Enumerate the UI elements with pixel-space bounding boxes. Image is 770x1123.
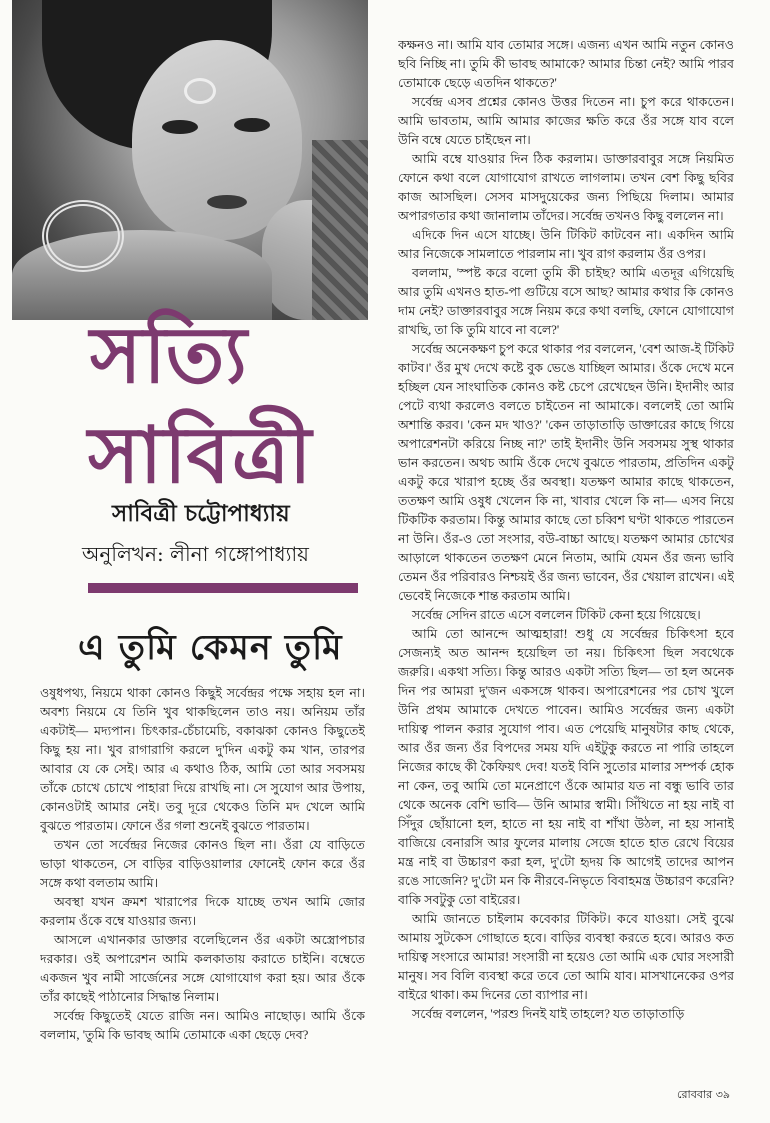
page-footer: রোববার ৩৯ bbox=[677, 1088, 730, 1101]
paragraph: আমি জানতে চাইলাম কবেকার টিকিট। কবে যাওয়া। সেই বুঝে আমায় সুটকেস গোছাতে হবে। বাড়ির ব্যবস্থা করতে হবে। আরও কত দায়িত্ব সংসারে আমার! সংসারী না হয়েও তো আমি এক ঘোর সংসারী মানুষ। সব বিলি ব্যবস্থা করে তবে তো আমি যাব। মাসখানেকের ওপর বাইরে থাকা। কম দিনের তো ব্যাপার না। bbox=[398, 912, 734, 1002]
paragraph: এদিকে দিন এসে যাচ্ছে। উনি টিকিট কাটবেন না। একদিন আমি আর নিজেকে সামলাতে পারলাম না। খুব রাগ করলাম ওঁর ওপর। bbox=[398, 228, 734, 261]
paragraph: আসলে এখানকার ডাক্তার বলেছিলেন ওঁর একটা অস্ত্রোপচার দরকার। ওই অপারেশন আমি কলকাতায় করাতে চাইনি। বম্বেতে একজন খুব নামী সার্জেনের সঙ্গে যোগাযোগ করা হয়। আর ওঁকে তাঁর কাছেই পাঠানোর সিদ্ধান্ত নিলাম। bbox=[40, 933, 365, 1004]
paragraph: সর্বেন্দ্র কিছুতেই যেতে রাজি নন। আমিও নাছোড়। আমি ওঁকে বললাম, 'তুমি কি ভাবছ আমি তোমাকে একা ছেড়ে দেব? bbox=[40, 1009, 365, 1042]
transcriber-credit: অনুলিখন: লীনা গঙ্গোপাধ্যায় bbox=[82, 542, 309, 566]
title-line-1: সত্যি bbox=[90, 310, 249, 401]
paragraph: আমি বম্বে যাওয়ার দিন ঠিক করলাম। ডাক্তারবাবুর সঙ্গে নিয়মিত ফোনে কথা বলে যোগাযোগ রাখতে লাগলাম। তখন বেশ কিছু ছবির কাজ আসছিল। সেসব মাসদুয়েকের জন্য পিছিয়ে দিলাম। আমার অপারগতার কথা জানালাম তাঁদের। সর্বেন্দ্র তখনও কিছু বললেন না। bbox=[398, 152, 734, 223]
paragraph: আমি তো আনন্দে আত্মহারা! শুধু যে সর্বেন্দ্রর চিকিৎসা হবে সেজন্যই অত আনন্দ হয়েছিল তা নয়। চিকিৎসা ছিল সবথেকে জরুরি। একথা সত্যি। কিন্তু আরও একটা সত্যি ছিল— তা হল অনেক দিন পর আমরা দু'জন একসঙ্গে থাকব। অপারেশনের পর চোখ খুলে উনি প্রথম আমাকে দেখতে পাবেন। আমিও সর্বেন্দ্রর জন্য একটা দায়িত্ব পালন করার সুযোগ পাব। এত পেয়েছি মানুষটার কাছ থেকে, আর ওঁর জন্য ওঁর বিপদের সময় যদি এইটুকু করতে না পারি তাহলে নিজের কাছে কী কৈফিয়ৎ দেব! যতই বিনি সুতোর মালার সম্পর্ক হোক না কেন, তবু আমি তো মনেপ্রাণে ওঁকে আমার যত না বন্ধু ভাবি তার থেকে অনেক বেশি ভাবি— উনি আমার স্বামী। সিঁথিতে না হয় নাই বা সিঁদুর ছোঁয়ানো হল, হাতে না হয় নাই বা শাঁখা উঠল, না হয় সানাই বাজিয়ে বেনারসি আর ফুলের মালায় সেজে হাতে হাত রেখে বিয়ের মন্ত্র নাই বা উচ্চারণ করা হল, দু'টো হৃদয় কি আগেই তাদের আপন রঙে সাজেনি? দু'টো মন কি নীরবে-নিভৃতে বিবাহমন্ত্র উচ্চারণ করেনি? বাকি সবটুকু তো বাইরের। bbox=[398, 627, 734, 907]
paragraph: কক্ষনও না। আমি যাব তোমার সঙ্গে। এজন্য এখন আমি নতুন কোনও ছবি নিচ্ছি না। তুমি কী ভাবছ আমাকে? আমার চিন্তা নেই? আমি পারব তোমাকে ছেড়ে এতদিন থাকতে?' bbox=[398, 38, 734, 90]
title-line-2: সাবিত্রী bbox=[88, 410, 314, 501]
right-column bbox=[398, 36, 734, 1046]
author-name: সাবিত্রী চট্টোপাধ্যায় bbox=[112, 500, 290, 527]
paragraph: তখন তো সর্বেন্দ্রর নিজের কোনও ছিল না। ওঁরা যে বাড়িতে ভাড়া থাকতেন, সে বাড়ির বাড়িওয়ালার ফোনেই ফোন করে ওঁর সঙ্গে কথা বলতাম আমি। bbox=[40, 838, 365, 890]
paragraph: সর্বেন্দ্র অনেকক্ষণ চুপ করে থাকার পর বললেন, 'বেশ আজ-ই টিকিট কাটব।' ওঁর মুখ দেখে কষ্টে বুক ভেঙে যাচ্ছিল আমার। ওঁকে দেখে মনে হচ্ছিল যেন সাংঘাতিক কোনও কষ্ট চেপে রেখেছেন উনি। ইদানীং আর পেটে ব্যথা করলেও বলতে চাইতেন না আমাকে। বললেই তো আমি অশান্তি করব। 'কেন মদ খাও?' 'কেন তাড়াতাড়ি ডাক্তারের কাছে গিয়ে অপারেশনটা করিয়ে নিচ্ছ না?' তাই ইদানীং উনি সবসময় সুস্থ থাকার ভান করতেন। অথচ আমি ওঁকে দেখে বুঝতে পারতাম, প্রতিদিন একটু একটু করে খারাপ হচ্ছে ওঁর অবস্থা। যতক্ষণ আমার কাছে থাকতেন, ততক্ষণ আমি ওষুধ খেলেন কি না, খাবার খেলে কি না— এসব নিয়ে টিকটিক করতাম। কিন্তু আমার কাছে তো চব্বিশ ঘণ্টা থাকতে পারতেন না উনি। ওঁর-ও তো সংসার, বউ-বাচ্চা আছে। যতক্ষণ আমার চোখের আড়ালে থাকতেন ততক্ষণ মেনে নিতাম, আমি যেমন ওঁর জন্য ভাবি তেমন ওঁর পরিবারও নিশ্চয়ই ওঁর জন্য ভাবেন, ওঁর খেয়াল রাখেন। এই ভেবেই নিজেকে শান্ত করতাম আমি। bbox=[398, 342, 734, 603]
left-column bbox=[40, 684, 365, 1074]
paragraph: সর্বেন্দ্র সেদিন রাতে এসে বললেন টিকিট কেনা হয়ে গিয়েছে। bbox=[412, 608, 701, 622]
paragraph: বললাম, 'স্পষ্ট করে বলো তুমি কী চাইছ? আমি এতদূর এগিয়েছি আর তুমি এখনও হাত-পা গুটিয়ে বসে আছ? আমার কথার কি কোনও দাম নেই? ডাক্তারবাবুর সঙ্গে নিয়ম করে কথা বলছি, ফোনে যোগাযোগ রাখছি, তা কি তুমি যাবে না বলে?' bbox=[398, 266, 734, 337]
actress-portrait-photo bbox=[12, 0, 368, 320]
paragraph: সর্বেন্দ্র এসব প্রশ্নের কোনও উত্তর দিতেন না। চুপ করে থাকতেন। আমি ভাবতাম, আমি আমার কাজের ক্ষতি করে ওঁর সঙ্গে যাব বলে উনি বম্বে যেতে চাইছেন না। bbox=[398, 95, 734, 147]
title-divider bbox=[88, 583, 358, 593]
paragraph: অবস্থা যখন ক্রমশ খারাপের দিকে যাচ্ছে তখন আমি জোর করলাম ওঁকে বম্বে যাওয়ার জন্য। bbox=[40, 895, 365, 928]
paragraph: ওষুধপথ্য, নিয়মে থাকা কোনও কিছুই সর্বেন্দ্রর পক্ষে সহায় হল না। অবশ্য নিয়মে যে তিনি খুব থাকছিলেন তাও নয়। অনিয়ম তাঁর একটাই— মদ্যপান। চিৎকার-চেঁচামেচি, বকাঝকা কোনও কিছুতেই কিছু হয় না। খুব রাগারাগি করলে দু'দিন একটু কম খান, তারপর আবার যে কে সেই। আর এ কথাও ঠিক, আমি তো আর সবসময় তাঁকে চোখে চোখে পাহারা দিয়ে রাখছি না। সে সুযোগ আর উপায়, কোনওটাই আমার নেই। তবু দূরে থেকেও তিনি মদ খেলে আমি বুঝতে পারতাম। ফোনে ওঁর গলা শুনেই বুঝতে পারতাম। bbox=[40, 686, 365, 833]
paragraph: সর্বেন্দ্র বললেন, 'পরশু দিনই যাই তাহলে? যত তাড়াতাড়ি bbox=[412, 1007, 685, 1021]
section-headline: এ তুমি কেমন তুমি bbox=[78, 627, 343, 668]
